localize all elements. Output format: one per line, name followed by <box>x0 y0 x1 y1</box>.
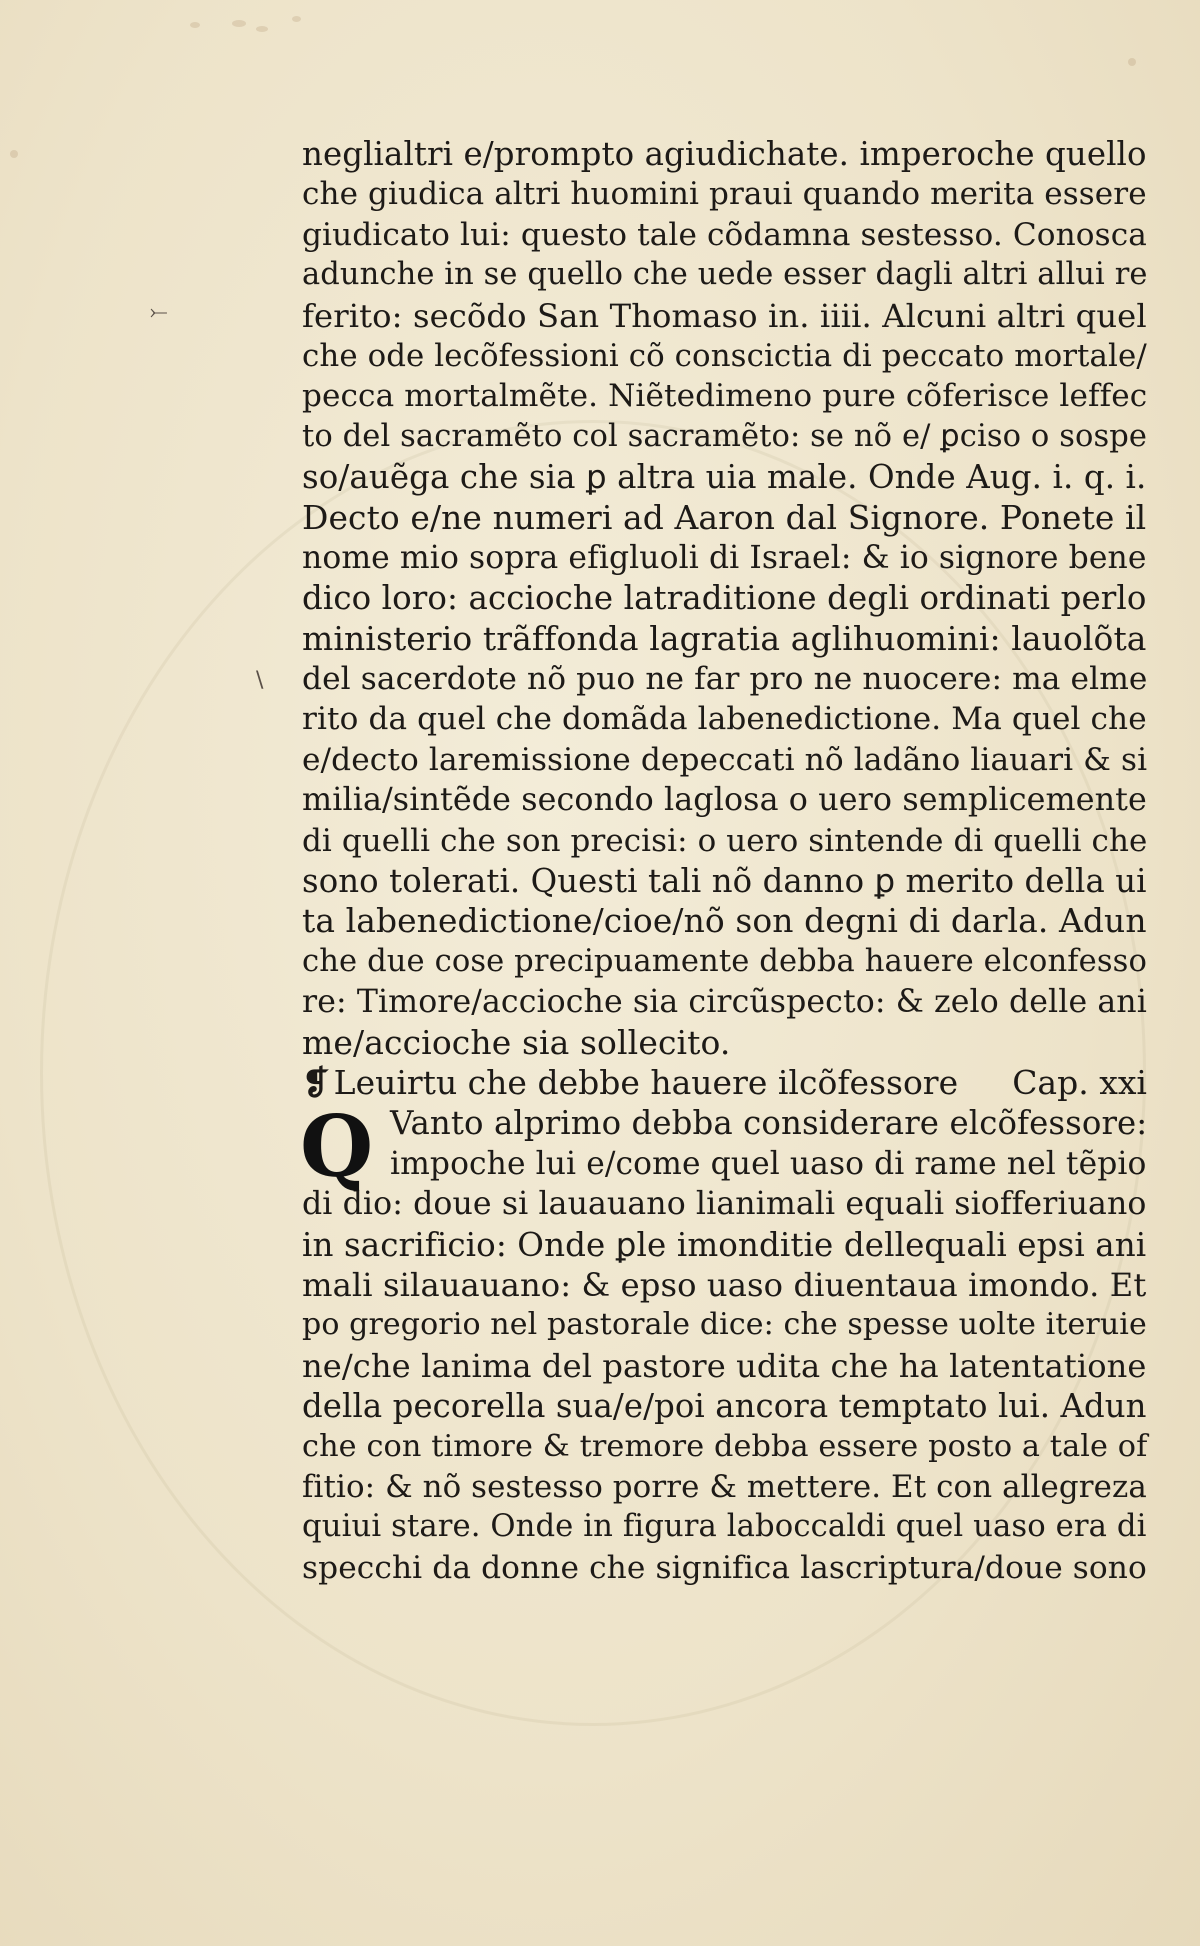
text-line: ministerio trãffonda lagratia aglihuomini: lauolõta <box>302 618 1147 658</box>
ink-spot <box>190 22 200 28</box>
text-line: e/decto laremissione depeccati nõ ladãno liauari & si <box>302 741 1148 778</box>
ink-spot <box>10 150 18 158</box>
pilcrow-icon: ❡ <box>302 1062 330 1102</box>
margin-mark: ⤚ <box>150 300 168 325</box>
text-line: che giudica altri huomini praui quando merita essere <box>302 176 1147 213</box>
text-line: rito da quel che domãda labenedictione. Ma quel che <box>302 701 1147 738</box>
drop-cap: Q <box>300 1097 374 1197</box>
text-line: quiui stare. Onde in figura laboccaldi quel uaso era di <box>302 1509 1147 1545</box>
text-line: specchi da donne che significa lascriptura/doue sono <box>302 1549 1147 1586</box>
text-line: di dio: doue si lauauano lianimali equali siofferiuano <box>302 1186 1147 1223</box>
text-line: mali silauauano: & epso uaso diuentaua imondo. Et <box>302 1265 1147 1304</box>
text-line: di quelli che son precisi: o uero sintende di quelli che <box>302 822 1148 859</box>
ink-spot <box>1128 58 1136 66</box>
text-line: Decto e/ne numeri ad Aaron dal Signore. Ponete il <box>302 497 1147 537</box>
text-line: dico loro: accioche latraditione degli ordinati perlo <box>302 579 1147 618</box>
chapter-title: Leuirtu che debbe hauere ilcõfessore <box>333 1062 959 1102</box>
paragraph-before <box>302 134 1147 1063</box>
text-line: neglialtri e/prompto agiudichate. imperoche quello <box>302 135 1147 173</box>
text-line: che ode lecõfessioni cõ conscictia di peccato mortale/ <box>302 337 1147 374</box>
text-line: milia/sintẽde secondo laglosa o uero semplicemente <box>302 782 1147 819</box>
text-line: sono tolerati. Questi tali nõ danno ꝑ merito della ui <box>302 862 1147 901</box>
paragraph-chapter-start <box>300 1097 1148 1197</box>
text-line: Vanto alprimo debba considerare elcõfessore: <box>390 1104 1148 1143</box>
chapter-number: Cap. xxi <box>1012 1062 1147 1102</box>
text-line: della pecorella sua/e/poi ancora temptato lui. Adun <box>302 1387 1147 1426</box>
text-line: adunche in se quello che uede esser dagli altri allui re <box>302 257 1148 293</box>
text-line: re: Timore/accioche sia circũspecto: & zelo delle ani <box>302 984 1147 1021</box>
ink-spot <box>232 20 246 27</box>
paragraph-after <box>302 1184 1147 1588</box>
chapter-heading <box>302 1063 1147 1103</box>
text-line: impoche lui e/come quel uaso di rame nel tẽpio <box>390 1145 1147 1182</box>
ink-spot <box>256 26 268 32</box>
text-line: ta labenedictione/cioe/nõ son degni di darla. Adun <box>302 901 1147 941</box>
text-line: ferito: secõdo San Thomaso in. iiii. Alcuni altri quel <box>302 296 1147 335</box>
text-line: me/accioche sia sollecito. <box>302 1022 731 1062</box>
text-line: pecca mortalmẽte. Niẽtedimeno pure cõferisce leffec <box>302 378 1148 415</box>
text-line: giudicato lui: questo tale cõdamna sestesso. Conosca <box>302 216 1147 253</box>
heading-title-wrap <box>302 1063 958 1103</box>
text-line: che due cose precipuamente debba hauere elconfesso <box>302 943 1147 979</box>
margin-mark: \ <box>256 668 264 693</box>
text-line: che con timore & tremore debba essere posto a tale of <box>302 1428 1148 1464</box>
text-line: nome mio sopra efigluoli di Israel: & io signore bene <box>302 539 1147 576</box>
text-line: so/auẽga che sia ꝑ altra uia male. Onde Aug. i. q. i. <box>302 458 1147 497</box>
text-line: ne/che lanima del pastore udita che ha latentatione <box>302 1346 1147 1385</box>
text-line: to del sacramẽto col sacramẽto: se nõ e/ ꝑciso o sospe <box>302 418 1148 454</box>
ink-spot <box>292 16 301 22</box>
text-line: in sacrificio: Onde ꝑle imonditie dellequali epsi ani <box>302 1225 1147 1264</box>
text-line: fitio: & nõ sestesso porre & mettere. Et con allegreza <box>302 1468 1147 1505</box>
text-column <box>302 134 1147 1588</box>
text-line: po gregorio nel pastorale dice: che spesse uolte iteruie <box>302 1307 1147 1343</box>
text-line: del sacerdote nõ puo ne far pro ne nuocere: ma elme <box>302 661 1148 698</box>
